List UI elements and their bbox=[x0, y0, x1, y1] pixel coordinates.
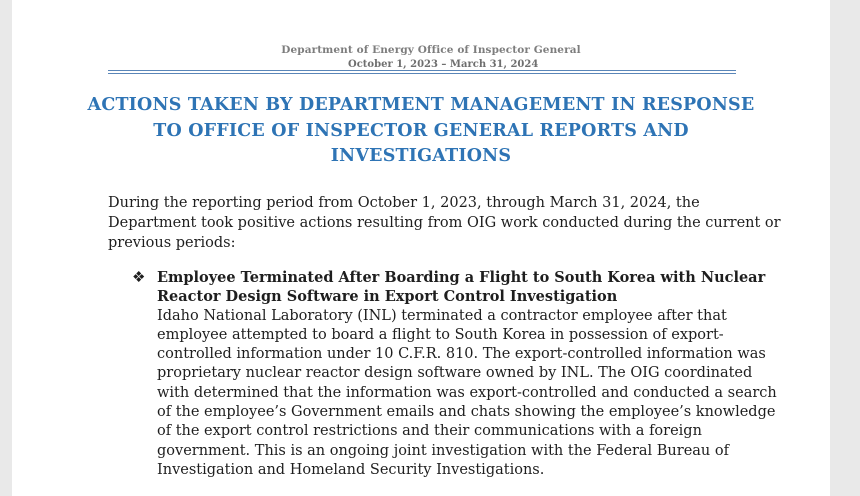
item-body-line: of the export control restrictions and their communications with a foreign bbox=[157, 423, 702, 440]
title-line: ACTIONS TAKEN BY DEPARTMENT MANAGEMENT IN RESPONSE bbox=[87, 95, 755, 115]
item-body-line: employee attempted to board a flight to South Korea in possession of export- bbox=[157, 326, 724, 343]
document-page bbox=[12, 0, 830, 496]
item-body-line: of the employee’s Government emails and chats showing the employee’s knowledge bbox=[157, 404, 776, 421]
item-body-line: controlled information under 10 C.F.R. 810. The export-controlled information was bbox=[157, 346, 766, 363]
intro-line: Department took positive actions resulting from OIG work conducted during the current or bbox=[108, 215, 781, 231]
header-period-row bbox=[108, 59, 736, 73]
title-line: INVESTIGATIONS bbox=[330, 146, 512, 166]
header-period: October 1, 2023 – March 31, 2024 bbox=[348, 59, 539, 70]
header-rule bbox=[108, 70, 736, 71]
page-title bbox=[12, 93, 830, 170]
header-agency: Department of Energy Office of Inspector General bbox=[281, 44, 581, 56]
diamond-bullet-icon: ❖ bbox=[132, 268, 146, 286]
header-rule-secondary bbox=[108, 73, 736, 74]
item-body bbox=[157, 307, 777, 481]
page-header bbox=[12, 44, 830, 56]
title-line: TO OFFICE OF INSPECTOR GENERAL REPORTS AND bbox=[153, 120, 689, 141]
item-body-line: government. This is an ongoing joint investigation with the Federal Bureau of bbox=[157, 442, 729, 459]
item-heading-line: Reactor Design Software in Export Control Investigation bbox=[157, 288, 618, 306]
item-body-line: proprietary nuclear reactor design software owned by INL. The OIG coordinated bbox=[157, 365, 753, 382]
item-heading-line: Employee Terminated After Boarding a Flight to South Korea with Nuclear bbox=[157, 269, 766, 286]
intro-line: During the reporting period from October 1, 2023, through March 31, 2024, the bbox=[108, 195, 700, 211]
list-item bbox=[157, 268, 777, 480]
intro-paragraph bbox=[108, 193, 781, 253]
item-body-line: Investigation and Homeland Security Investigations. bbox=[157, 461, 545, 478]
item-heading bbox=[157, 268, 766, 307]
intro-line: previous periods: bbox=[108, 235, 236, 251]
item-body-line: with determined that the information was export-controlled and conducted a search bbox=[157, 384, 777, 401]
item-body-line: Idaho National Laboratory (INL) terminated a contractor employee after that bbox=[157, 307, 727, 324]
